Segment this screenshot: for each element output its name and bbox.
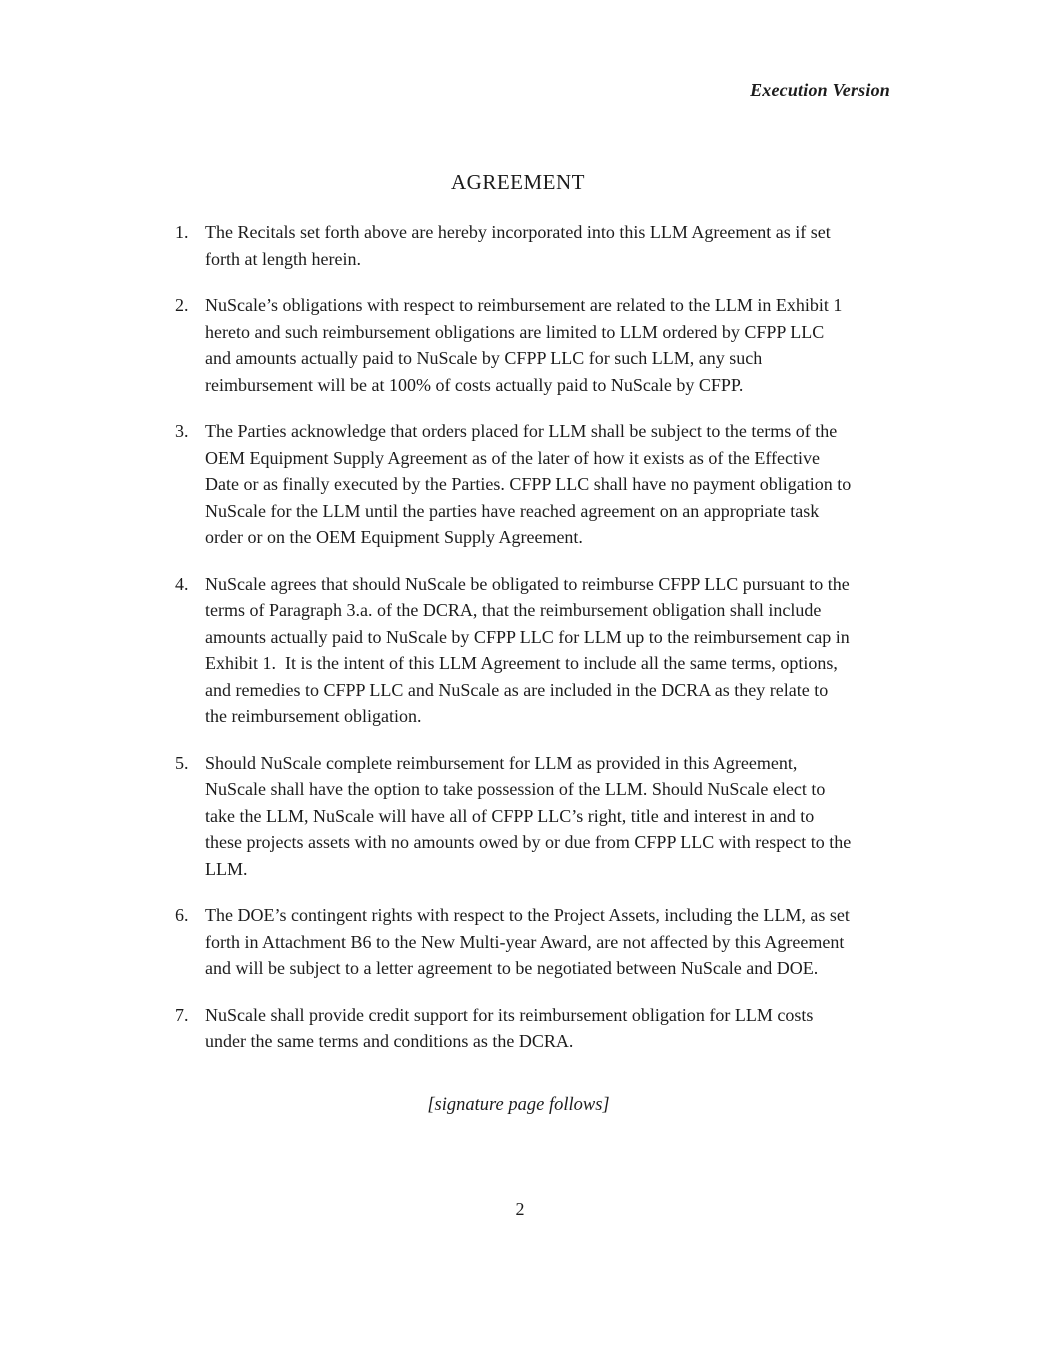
item-line: hereto and such reimbursement obligations are limited to LLM ordered by CFPP LLC [205,321,825,342]
list-item [175,219,935,272]
item-number: 7. [175,1004,189,1025]
item-line: OEM Equipment Supply Agreement as of the later of how it exists as of the Effective [205,447,821,468]
item-number: 3. [175,421,189,441]
item-text [205,571,935,730]
page-title: AGREEMENT [451,170,585,194]
item-line: LLM. [205,858,248,879]
list-item [175,902,935,982]
item-number: 2. [175,295,189,315]
list-item [175,292,935,398]
item-line: Date or as finally executed by the Parties. CFPP LLC shall have no payment obligation to [205,474,852,494]
item-line: NuScale shall provide credit support for its reimbursement obligation for LLM costs [205,1004,814,1025]
item-line: terms of Paragraph 3.a. of the DCRA, that the reimbursement obligation shall include [205,600,822,620]
item-text [205,1002,935,1055]
item-text [205,902,935,982]
list-item [175,571,935,730]
item-line: and remedies to CFPP LLC and NuScale as are included in the DCRA as they relate to [205,679,829,700]
signature-note: [signature page follows] [427,1095,610,1115]
item-number: 6. [175,905,189,925]
item-text [205,219,935,272]
list-item [175,750,935,883]
item-line: forth at length herein. [205,248,361,269]
page-number: 2 [515,1199,525,1219]
item-line: order or on the OEM Equipment Supply Agreement. [205,527,583,547]
item-line: The DOE’s contingent rights with respect to the Project Assets, including the LLM, as set [205,905,850,925]
item-line: amounts actually paid to NuScale by CFPP LLC for LLM up to the reimbursement cap in [205,626,850,647]
item-number: 5. [175,752,189,773]
item-text [205,418,935,551]
item-line: Exhibit 1. It is the intent of this LLM Agreement to include all the same terms, options, [205,653,838,673]
item-number: 4. [175,573,189,594]
list-item [175,418,935,551]
item-line: the reimbursement obligation. [205,706,422,726]
item-line: Should NuScale complete reimbursement for LLM as provided in this Agreement, [205,752,798,773]
agreement-list [175,219,935,1075]
item-line: NuScale’s obligations with respect to reimbursement are related to the LLM in Exhibit 1 [205,295,843,315]
item-line: under the same terms and conditions as the DCRA. [205,1031,574,1051]
item-line: and amounts actually paid to NuScale by CFPP LLC for such LLM, any such [205,348,763,368]
item-line: and will be subject to a letter agreement to be negotiated between NuScale and DOE. [205,958,819,978]
item-line: forth in Attachment B6 to the New Multi-year Award, are not affected by this Agreement [205,931,845,952]
execution-version-label: Execution Version [750,80,890,100]
item-number: 1. [175,222,189,242]
item-text [205,750,935,883]
item-line: these projects assets with no amounts owed by or due from CFPP LLC with respect to the [205,832,852,852]
item-line: NuScale agrees that should NuScale be obligated to reimburse CFPP LLC pursuant to the [205,573,850,594]
item-text [205,292,935,398]
item-line: NuScale shall have the option to take possession of the LLM. Should NuScale elect to [205,779,826,799]
item-line: NuScale for the LLM until the parties have reached agreement on an appropriate task [205,500,820,521]
list-item [175,1002,935,1055]
item-line: The Parties acknowledge that orders placed for LLM shall be subject to the terms of the [205,421,838,441]
item-line: take the LLM, NuScale will have all of CFPP LLC’s right, title and interest in and to [205,805,815,826]
item-line: The Recitals set forth above are hereby incorporated into this LLM Agreement as if set [205,222,831,242]
item-line: reimbursement will be at 100% of costs actually paid to NuScale by CFPP. [205,374,744,395]
